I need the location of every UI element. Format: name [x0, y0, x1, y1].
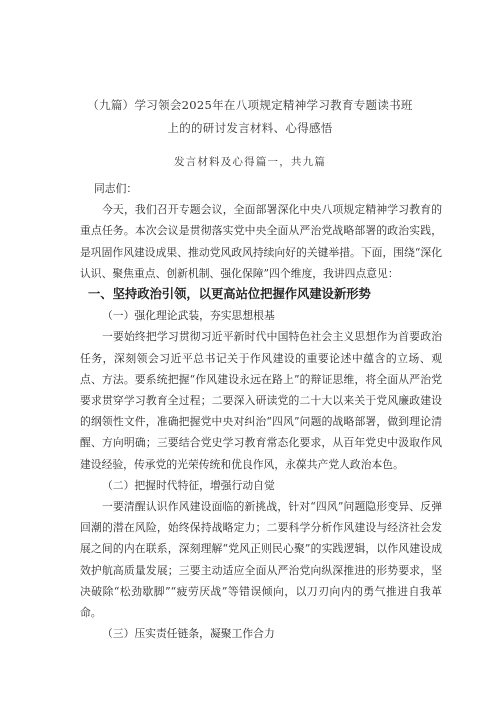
subsection-heading-2: （二）把握时代特征，增强行动自觉 — [102, 478, 275, 492]
section-heading-1: 一、坚持政治引领，以更高站位把握作风建设新形势 — [88, 287, 371, 302]
salutation: 同志们： — [94, 182, 138, 195]
subsection-heading-1: （一）强化理论武装，夯实思想根基 — [102, 309, 275, 323]
intro-paragraph: 今天，我们召开专题会议，全面部署深化中央八项规定精神学习教育的重点任务。本次会议是贯彻落实党中央全面从严治党战略部署的政治实践，是巩固作风建设成果、推动党风政风持续向好的关键举措。下面，围绕“深化认识、聚焦重点、创新机制、强化保障”四个维度，我讲四点意见： — [80, 203, 442, 280]
subsection-paragraph-1: 一要始终把学习贯彻习近平新时代中国特色社会主义思想作为首要政治任务，深刻领会习近平总书记关于作风建设的重要论述中蕴含的立场、观点、方法。要系统把握“作风建设永远在路上”的辩证思维，将全面从严治党要求贯穿学习教育全过程；二要深入研读党的二十大以来关于党风廉政建设的纲领性文件，准确把握党中央对纠治“四风”问题的战略部署，做到理论清醒、方向明确；三要结合党史学习教育常态化要求，从百年党史中汲取作风建设经验，传承党的光荣传统和优良作风，永葆共产党人政治本色。 — [80, 330, 442, 471]
subsection-heading-3: （三）压实责任链条，凝聚工作合力 — [102, 627, 275, 641]
subsection-paragraph-2: 一要清醒认识作风建设面临的新挑战，针对“四风”问题隐形变异、反弹回潮的潜在风险，始终保持战略定力；二要科学分析作风建设与经济社会发展之间的内在联系，深刻理解“党风正则民心聚”的实践逻辑，以作风建设成效护航高质量发展；三要主动适应全面从严治党向纵深推进的形势要求，坚决破除“松劲歇脚”“疲劳厌战”等错误倾向，以刀刃向内的勇气推进自我革命。 — [80, 500, 442, 620]
document-body — [80, 178, 442, 644]
document-subtitle: 发言材料及心得篇一，共九篇 — [173, 156, 327, 168]
document-title-line2: 上的的研讨发言材料、心得感悟 — [167, 121, 333, 135]
document-title-line1: （九篇）学习领会2025年在八项规定精神学习教育专题读书班 — [87, 98, 413, 112]
